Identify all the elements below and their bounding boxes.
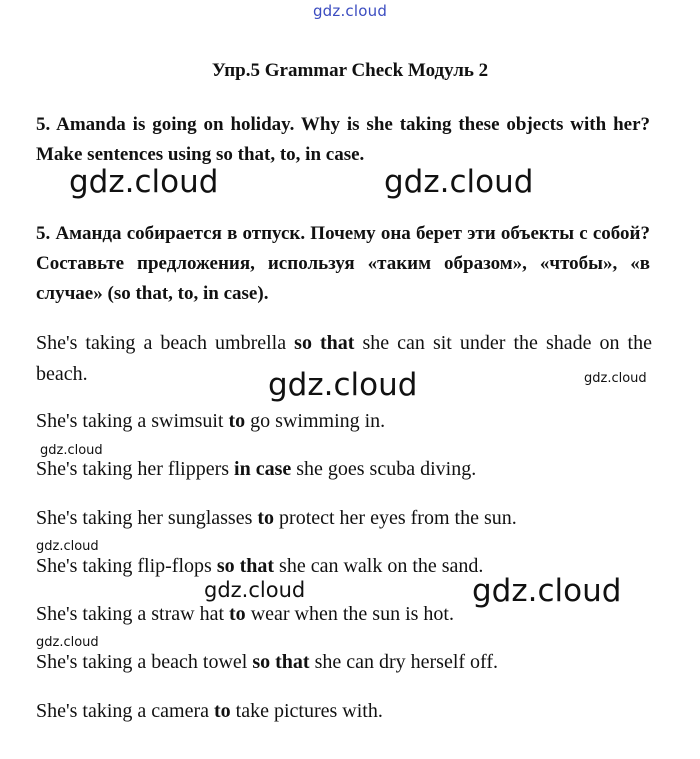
- sentence-text: she can sit under the shade on the beach.: [36, 332, 652, 385]
- sentence-keyword: so that: [216, 555, 275, 577]
- sentence-keyword: to: [213, 700, 231, 722]
- watermark-medium: gdz.cloud: [204, 578, 306, 602]
- sentence-keyword: to: [229, 603, 246, 625]
- sentence-text: She's taking flip-flops: [36, 555, 217, 577]
- watermark-big: gdz.cloud: [384, 164, 534, 200]
- task-english: 5. Amanda is going on holiday. Why is she taking these objects with her? Make sentences using so that, to, in case.: [36, 114, 650, 165]
- answer-sentence: [36, 599, 652, 630]
- sentence-text: She's taking a beach umbrella: [36, 332, 295, 354]
- watermark-big: gdz.cloud: [472, 573, 622, 609]
- watermark-big: gdz.cloud: [268, 367, 418, 403]
- sentence-text: She's taking a straw hat: [36, 603, 230, 625]
- answer-sentence: [36, 328, 652, 390]
- task-russian: 5. Аманда собирается в отпуск. Почему она берет эти объекты с собой? Составьте предложения, используя «таким образом», «чтобы», «в случае» (so that, to, in case).: [36, 223, 650, 304]
- watermark-small: gdz.cloud: [36, 539, 99, 554]
- sentence-text: She's taking her flippers: [36, 458, 235, 480]
- sentence-text: she goes scuba diving.: [291, 458, 477, 480]
- sentence-text: she can walk on the sand.: [274, 555, 484, 577]
- sentence-text: She's taking a camera: [36, 700, 214, 722]
- sentence-text: protect her eyes from the sun.: [274, 507, 517, 529]
- watermark-big: gdz.cloud: [69, 164, 219, 200]
- sentence-text: she can dry herself off.: [309, 651, 499, 673]
- answer-sentence: [36, 406, 652, 437]
- answer-sentence: [36, 454, 652, 485]
- watermark-top[interactable]: gdz.cloud: [312, 2, 388, 20]
- sentence-keyword: so that: [252, 651, 310, 673]
- sentence-keyword: in case: [234, 458, 292, 480]
- answer-sentence: [36, 503, 652, 534]
- sentence-text: wear when the sun is hot.: [245, 603, 454, 625]
- sentence-keyword: so that: [294, 332, 355, 354]
- sentence-text: go swimming in.: [245, 410, 386, 432]
- watermark-small: gdz.cloud: [40, 443, 103, 458]
- sentence-keyword: to: [257, 507, 275, 529]
- answer-sentence: [36, 696, 652, 727]
- answer-sentence: [36, 647, 652, 678]
- watermark-small: gdz.cloud: [36, 635, 99, 650]
- sentence-text: She's taking her sunglasses: [36, 507, 258, 529]
- sentence-text: take pictures with.: [230, 700, 383, 722]
- sentence-keyword: to: [228, 410, 246, 432]
- sentence-text: She's taking a beach towel: [36, 651, 253, 673]
- sentence-text: She's taking a swimsuit: [36, 410, 229, 432]
- page-title: Упр.5 Grammar Check Модуль 2: [211, 60, 489, 81]
- watermark-small: gdz.cloud: [584, 371, 647, 386]
